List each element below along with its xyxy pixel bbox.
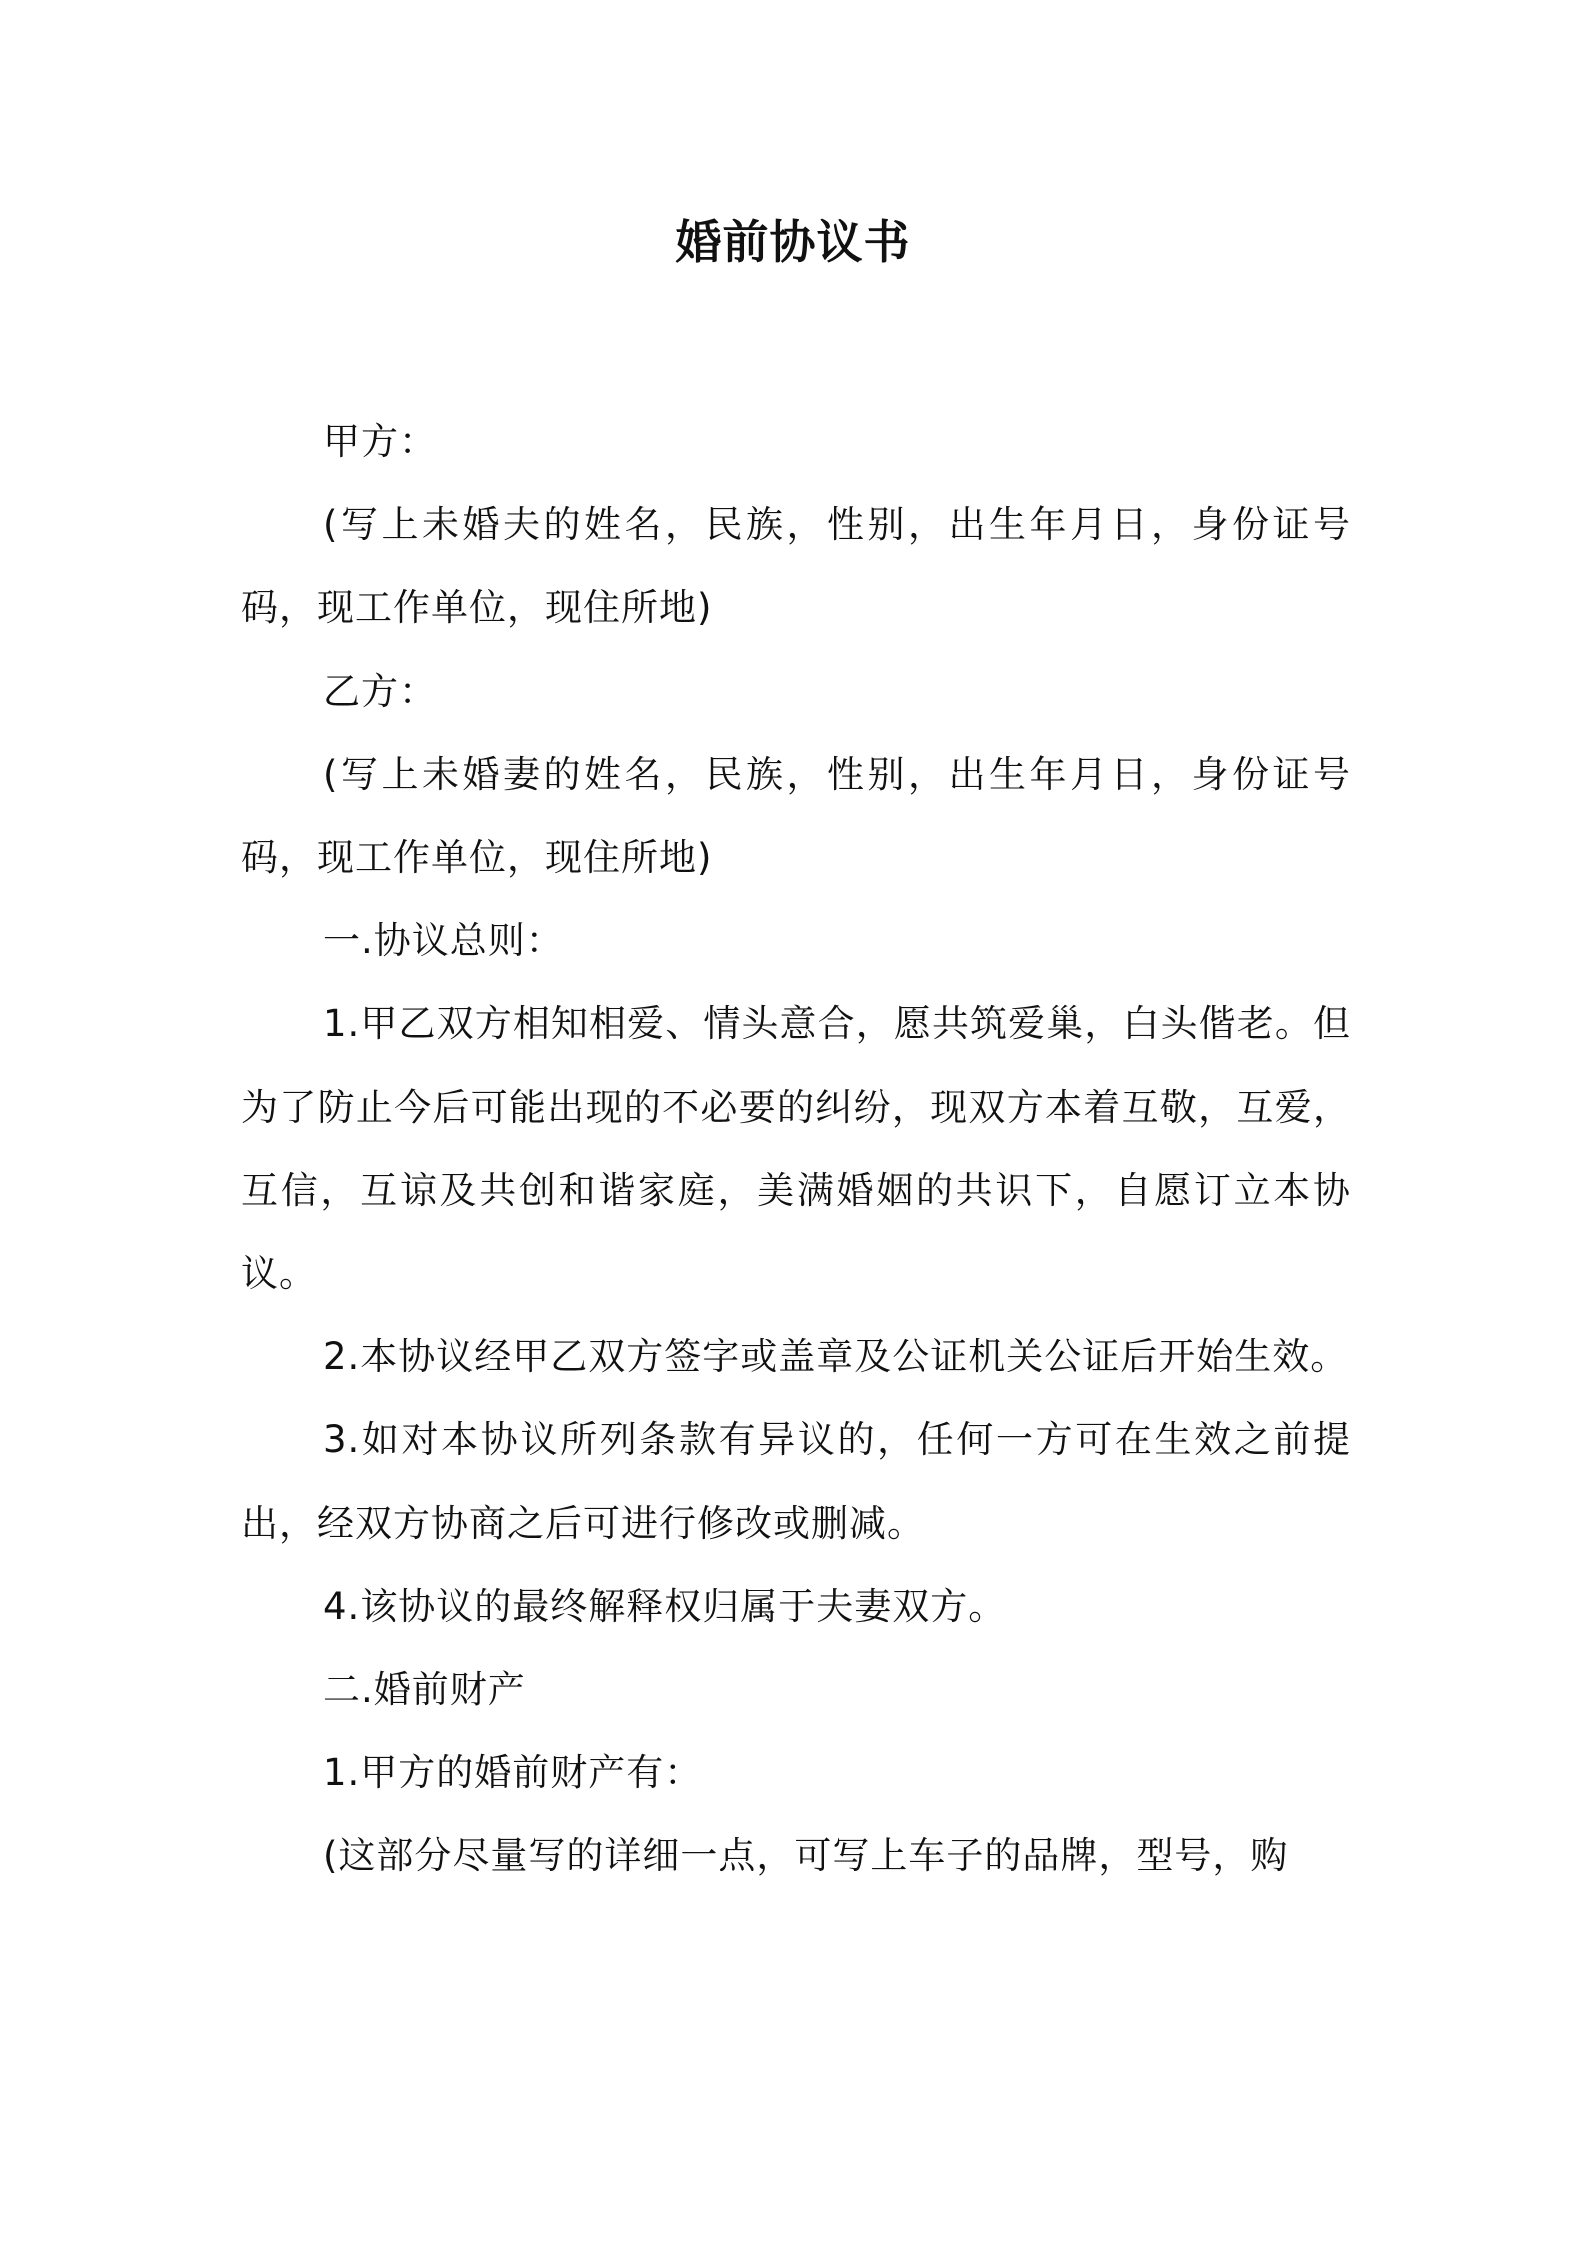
paragraph-party-a-label: 甲方： xyxy=(323,420,437,463)
clause-2: 2.本协议经甲乙双方签字或盖章及公证机关公证后开始生效。 xyxy=(323,1335,1349,1379)
section-heading-premarital-property: 二.婚前财产 xyxy=(323,1668,526,1712)
property-clause-1-note: (这部分尽量写的详细一点，可写上车子的品牌，型号，购 xyxy=(323,1834,1289,1878)
clause-1: 1.甲乙双方相知相爱、情头意合，愿共筑爱巢，白头偕老。但为了防止今后可能出现的不必要的纠纷，现双方本着互敬，互爱，互信，互谅及共创和谐家庭，美满婚姻的共识下，自愿订立本协议。 xyxy=(241,1002,1351,1296)
property-clause-1: 1.甲方的婚前财产有： xyxy=(323,1751,703,1795)
clause-3: 3.如对本协议所列条款有异议的，任何一方可在生效之前提出，经双方协商之后可进行修改或删减。 xyxy=(241,1418,1351,1545)
clause-4: 4.该协议的最终解释权归属于夫妻双方。 xyxy=(323,1584,1007,1628)
paragraph-party-a-details: (写上未婚夫的姓名，民族，性别，出生年月日，身份证号码，现工作单位，现住所地) xyxy=(241,503,1351,630)
section-heading-general-principles: 一.协议总则： xyxy=(323,919,564,963)
paragraph-party-b-details: (写上未婚妻的姓名，民族，性别，出生年月日，身份证号码，现工作单位，现住所地) xyxy=(241,752,1351,880)
document-title: 婚前协议书 xyxy=(675,215,911,269)
document-body xyxy=(241,400,1351,1898)
paragraph-party-b-label: 乙方： xyxy=(323,669,437,713)
